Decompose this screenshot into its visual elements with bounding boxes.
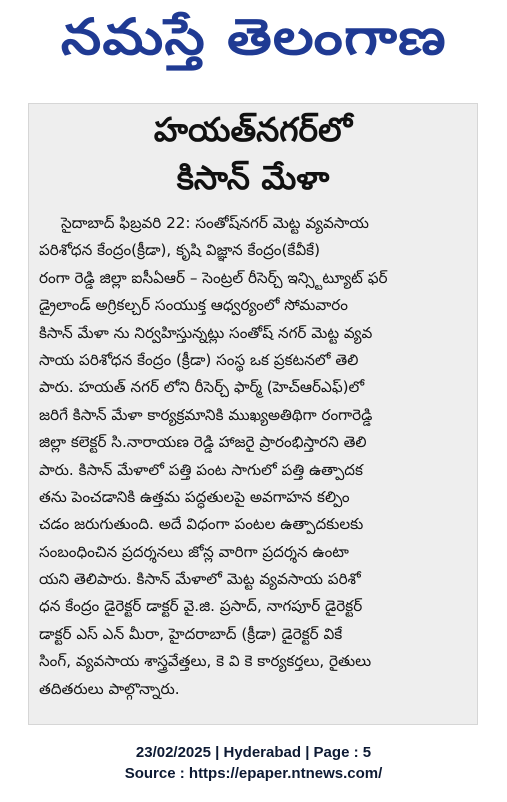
article-line: యని తెలిపారు. కిసాన్ మేళాలో మెట్ట వ్యవసాయ పరిశో [39,570,361,589]
article-line: జిల్లా కలెక్టర్ సి.నారాయణ రెడ్డి హాజరై ప్రారంభిస్తారని తెలి [39,433,367,452]
article-line: తను పెంచడానికి ఉత్తమ పద్ధతులపై అవగాహన కల్పిం [39,487,350,506]
news-clipping [28,103,478,725]
article-line: చడం జరుగుతుంది. అదే విధంగా పంటల ఉత్పాదకులకు [39,515,364,534]
edition-info: 23/02/2025 | Hyderabad | Page : 5 [135,744,372,761]
article-body [39,210,469,703]
headline-line-2: కిసాన్ మేళా [176,158,330,197]
article-line: సంబంధించిన ప్రదర్శనలు జోన్ల వారిగా ప్రదర్శన ఉంటా [39,542,349,561]
article-line: సైదాబాద్ ఫిబ్రవరి 22: సంతోష్‌నగర్ మెట్ట వ్యవసాయ [61,214,369,232]
article-line: పారు. హయత్ నగర్ లోని రీసెర్చ్ ఫార్మ్ (హెచ్ఆర్ఎఫ్)లో [39,378,365,397]
article-line: తదితరులు పాల్గొన్నారు. [39,679,180,698]
article-line: జరిగే కిసాన్ మేళా కార్యక్రమానికి ముఖ్యఅతిథిగా రంగారెడ్డి [39,405,373,424]
headline-line-1: హయత్‌నగర్‌లో [153,110,353,149]
article-line: డ్రైలాండ్ అగ్రికల్చర్ సంయుక్త ఆధ్వర్యంలో సోమవారం [39,296,348,315]
article-line: రంగా రెడ్డి జిల్లా ఐసీఏఆర్ – సెంట్రల్ రీసెర్చ్ ఇన్స్టిట్యూట్ ఫర్ [39,268,388,287]
masthead-title: నమస్తే తెలంగాణ [60,7,447,66]
article-line: పరిశోధన కేంద్రం(క్రీడా), కృషి విజ్ఞాన కేంద్రం(కేవీకే) [39,241,320,260]
article-line: సింగ్, వ్యవసాయ శాస్త్రవేత్తలు, కె వి కె కార్యకర్తలు, రైతులు [39,652,372,671]
article-line: పారు. కిసాన్ మేళాలో పత్తి పంట సాగులో పత్తి ఉత్పాదక [39,460,363,479]
article-line: డాక్టర్ ఎస్ ఎన్ మీరా, హైదరాబాద్ (క్రీడా) డైరెక్టర్ వికే [39,624,343,643]
source-info: Source : https://epaper.ntnews.com/ [124,765,383,782]
newspaper-masthead [0,0,507,86]
article-line: సాయ పరిశోధన కేంద్రం (క్రీడా) సంస్థ ఒక ప్రకటనలో తెలి [39,350,359,369]
article-line: ధన కేంద్రం డైరెక్టర్ డాక్టర్ వై.జి. ప్రసాద్, నాగపూర్ డైరెక్టర్ [39,597,363,616]
article-line: కిసాన్ మేళా ను నిర్వహిస్తున్నట్లు సంతోష్ నగర్ మెట్ట వ్యవ [39,323,373,342]
